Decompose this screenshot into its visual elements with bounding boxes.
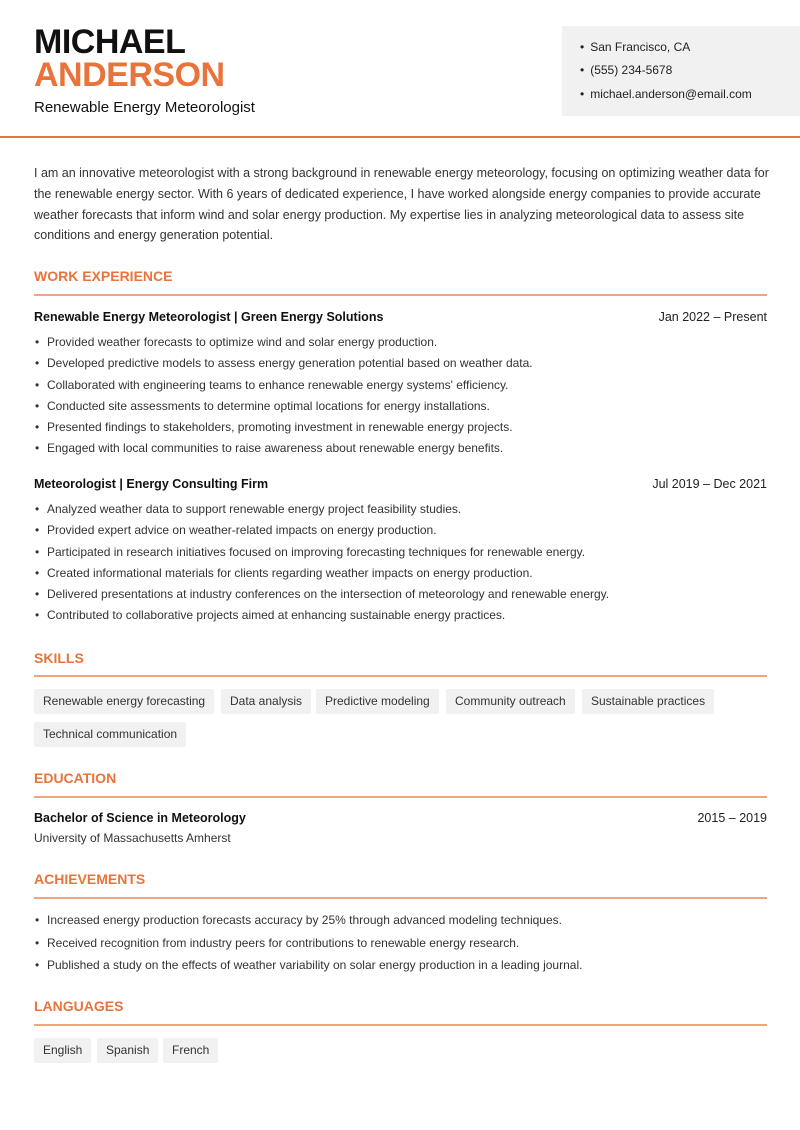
section-divider [34,897,767,899]
list-item: • Contributed to collaborative projects aimed at enhancing sustainable energy practices. [34,605,767,626]
list-item: • Published a study on the effects of weather variability on solar energy production in a leading journal. [34,954,767,977]
list-item: • Conducted site assessments to determine optimal locations for energy installations. [34,396,767,417]
skill-chip: Community outreach [446,689,575,714]
language-chip: Spanish [97,1038,158,1063]
section-title-languages: LANGUAGES [34,998,124,1014]
list-item: • Created informational materials for clients regarding weather impacts on energy production. [34,563,767,584]
job-role: Meteorologist | Energy Consulting Firm [34,477,269,491]
list-item: • Participated in research initiatives focused on improving forecasting techniques for renewable energy. [34,542,767,563]
section-divider [34,675,767,677]
education-dates: 2015 – 2019 [697,811,767,825]
skill-chip: Sustainable practices [582,689,714,714]
list-item: • Provided weather forecasts to optimize wind and solar energy production. [34,332,767,353]
last-name: ANDERSON [34,56,225,94]
section-title-education: EDUCATION [34,770,117,786]
language-chip: French [163,1038,218,1063]
job-dates: Jul 2019 – Dec 2021 [652,477,767,491]
contact-email[interactable]: • michael.anderson@email.com [580,87,752,101]
job-role: Renewable Energy Meteorologist | Green Energy Solutions [34,310,384,324]
section-divider [34,1024,767,1026]
list-item: • Increased energy production forecasts accuracy by 25% through advanced modeling techniques. [34,909,767,932]
skill-chip: Renewable energy forecasting [34,689,214,714]
header-divider [0,136,800,138]
job-bullets [34,332,767,460]
section-title-achievements: ACHIEVEMENTS [34,871,146,887]
skill-chip: Technical communication [34,722,186,747]
list-item: • Analyzed weather data to support renewable energy project feasibility studies. [34,499,767,520]
job-title: Renewable Energy Meteorologist [34,99,255,116]
list-item: • Provided expert advice on weather-related impacts on energy production. [34,520,767,541]
list-item: • Developed predictive models to assess energy generation potential based on weather data. [34,353,767,374]
section-divider [34,796,767,798]
resume-header [0,0,800,137]
first-name: MICHAEL [34,23,186,61]
contact-phone: • (555) 234-5678 [580,63,672,77]
job-header [34,310,767,324]
list-item: • Presented findings to stakeholders, promoting investment in renewable energy projects. [34,417,767,438]
summary-paragraph: I am an innovative meteorologist with a strong background in renewable energy meteorology, focusing on optimizing weather data for the renewable energy sector. With 6 years of dedicated experience, I have worked alongside energy companies to provide accurate weather forecasts that inform wind and solar energy production. My expertise lies in analyzing meteorological data to assess site conditions and energy generation potential. [34,166,769,243]
job-dates: Jan 2022 – Present [658,310,767,324]
section-title-work: WORK EXPERIENCE [34,268,173,284]
section-divider [34,294,767,296]
job-bullets [34,499,767,627]
achievement-bullets [34,909,767,977]
education-school: University of Massachusetts Amherst [34,831,231,845]
contact-location: • San Francisco, CA [580,40,690,54]
list-item: • Collaborated with engineering teams to enhance renewable energy systems' efficiency. [34,375,767,396]
skill-chip: Data analysis [221,689,311,714]
section-title-skills: SKILLS [34,650,84,666]
skill-chip: Predictive modeling [316,689,439,714]
education-degree: Bachelor of Science in Meteorology [34,811,246,825]
list-item: • Engaged with local communities to raise awareness about renewable energy benefits. [34,438,767,459]
list-item: • Received recognition from industry peers for contributions to renewable energy research. [34,932,767,955]
job-header [34,477,767,491]
list-item: • Delivered presentations at industry conferences on the intersection of meteorology and renewable energy. [34,584,767,605]
contact-box [562,26,800,116]
language-chip: English [34,1038,91,1063]
